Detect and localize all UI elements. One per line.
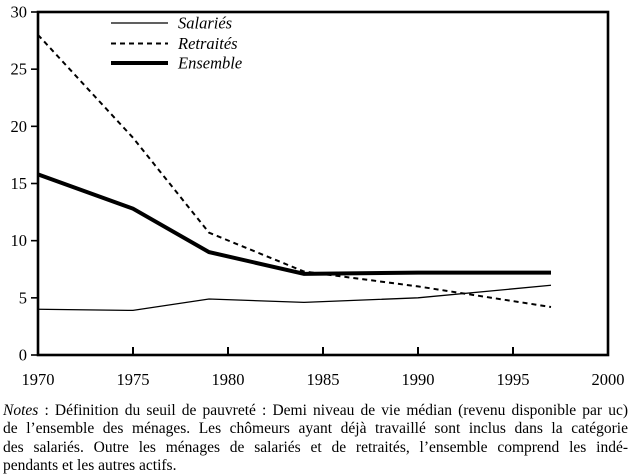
x-tick-label: 1980 bbox=[211, 370, 245, 389]
notes-line-1 bbox=[3, 402, 628, 420]
y-tick-label: 15 bbox=[10, 174, 27, 193]
notes-line-4: pendants et les autres actifs. bbox=[3, 457, 177, 475]
notes-line-1-text: : Définition du seuil de pauvreté : Demi niveau de vie médian (revenu disponible par uc) bbox=[38, 402, 628, 419]
x-tick-label: 2000 bbox=[591, 370, 625, 389]
y-tick-label: 5 bbox=[18, 288, 27, 308]
series-line-salaries bbox=[38, 285, 551, 310]
y-tick-label: 25 bbox=[10, 59, 27, 79]
series-line-retraites bbox=[38, 35, 551, 307]
notes-label: Notes bbox=[3, 402, 39, 419]
y-tick-label: 20 bbox=[10, 116, 27, 136]
x-tick-label: 1990 bbox=[401, 370, 435, 389]
x-tick-label: 1975 bbox=[116, 370, 150, 389]
legend bbox=[111, 14, 242, 73]
plot-area bbox=[11, 3, 625, 390]
x-tick-label: 1970 bbox=[21, 370, 55, 389]
legend-label-ensemble: Ensemble bbox=[178, 53, 243, 73]
notes-line-3: des salariés. Outre les ménages de salariés et de retraités, l’ensemble comprend les indé- bbox=[3, 438, 628, 456]
notes-line-2: de l’ensemble des ménages. Les chômeurs ayant déjà travaillé sont inclus dans la catégorie bbox=[3, 420, 628, 438]
x-tick-label: 1985 bbox=[306, 370, 340, 389]
series-line-ensemble bbox=[38, 174, 551, 273]
y-tick-label: 30 bbox=[10, 2, 27, 22]
legend-label-retraites: Retraités bbox=[178, 34, 238, 53]
y-tick-label: 0 bbox=[18, 345, 27, 365]
y-tick-label: 10 bbox=[10, 231, 27, 251]
legend-label-salaries: Salariés bbox=[178, 13, 233, 33]
x-tick-label: 1995 bbox=[496, 370, 530, 389]
chart-notes bbox=[3, 402, 628, 476]
